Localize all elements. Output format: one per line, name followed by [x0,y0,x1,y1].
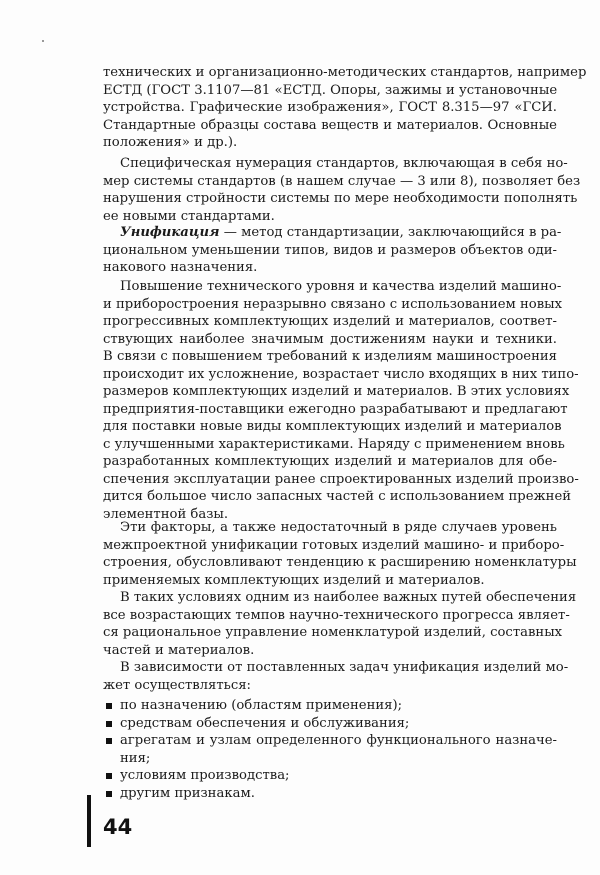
text-line: мер системы стандартов (в нашем случае — 3 или 8), позволяет без [103,173,581,189]
text-line: для поставки новые виды комплектующих изделий и материалов [103,419,562,434]
list-item-text: условиям производства; [120,768,290,783]
scan-speck [42,40,44,42]
text-line: разработанных комплектующих изделий и материалов для обе- [103,454,557,469]
text-line: происходит их усложнение, возрастает число входящих в них типо- [103,366,579,382]
paragraph [103,224,562,277]
paragraph [103,519,577,589]
text-line: устройства. Графические изображения», ГОСТ 8.315—97 «ГСИ. [103,100,557,115]
text-line: технических и организационно-методических стандартов, например [103,65,587,80]
bullet-square-icon [106,773,112,779]
text-line: нарушения стройности системы по мере необходимости пополнять [103,191,578,206]
text-line: В зависимости от поставленных задач унификация изделий мо- [120,660,569,675]
text-line: ее новыми стандартами. [103,208,275,224]
paragraph [103,589,577,659]
text-line: строения, обусловливают тенденцию к расширению номенклатуры [103,555,577,570]
bullet-square-icon [106,703,112,709]
text-line: циональном уменьшении типов, видов и размеров объектов оди- [103,242,557,258]
text-line: размеров комплектующих изделий и материалов. В этих условиях [103,384,570,399]
text-line: предприятия-поставщики ежегодно разрабатывают и предлагают [103,401,568,417]
paragraph [103,155,581,225]
text-line: дится большое число запасных частей с использованием прежней [103,489,572,504]
text-line: спечения эксплуатации ранее спроектированных изделий произво- [103,471,579,487]
list-item [103,785,557,803]
text-line: прогрессивных комплектующих изделий и материалов, соответ- [103,314,557,329]
page-margin-bar [87,795,91,847]
text-line: элементной базы. [103,506,229,522]
text-line: Эти факторы, а также недостаточный в ряде случаев уровень [120,520,557,535]
text-line [103,224,562,242]
list-item-text: по назначению (областям применения); [120,698,403,713]
bullet-list [103,697,557,802]
text-line: с улучшенными характеристиками. Наряду с применением вновь [103,436,565,452]
text-line: накового назначения. [103,260,258,275]
text-line: Стандартные образцы состава веществ и материалов. Основные [103,117,557,133]
list-item-text: агрегатам и узлам определенного функционального назначе- [120,733,557,748]
text-line: Повышение технического уровня и качества изделий машино- [120,279,562,294]
paragraph [103,278,579,523]
paragraph [103,659,569,694]
paragraph [103,64,587,152]
text-line: В связи с повышением требований к изделиям машиностроения [103,349,557,364]
list-item-text: средствам обеспечения и обслуживания; [120,715,410,731]
bullet-square-icon [106,721,112,727]
text-line: ствующих наиболее значимым достижениям науки и техники. [103,331,557,347]
bullet-square-icon [106,791,112,797]
text-line: Специфическая нумерация стандартов, включающая в себя но- [120,156,568,171]
text-line: ЕСТД (ГОСТ 3.1107—81 «ЕСТД. Опоры, зажимы и установочные [103,82,558,98]
list-item [103,697,557,715]
list-item [103,767,557,785]
text-line: применяемых комплектующих изделий и материалов. [103,572,485,588]
text-line: все возрастающих темпов научно-технического прогресса являет- [103,607,570,623]
defined-term: Унификация [120,225,220,240]
text-line: ся рациональное управление номенклатурой изделий, составных [103,625,563,640]
bullet-square-icon [106,738,112,744]
list-item [103,732,557,767]
text-line: В таких условиях одним из наиболее важных путей обеспечения [120,590,577,605]
list-item-text: ния; [120,750,151,766]
text-line: частей и материалов. [103,642,255,658]
text-line: межпроектной унификации готовых изделий машино- и приборо- [103,537,565,553]
list-item [103,715,557,733]
list-item-text: другим признакам. [120,785,255,801]
text-line: и приборостроения неразрывно связано с использованием новых [103,296,563,312]
text-span: — метод стандартизации, заключающийся в ра- [219,225,562,240]
text-line: положения» и др.). [103,135,238,150]
text-line: жет осуществляться: [103,677,251,693]
page-number: 44 [103,815,133,839]
